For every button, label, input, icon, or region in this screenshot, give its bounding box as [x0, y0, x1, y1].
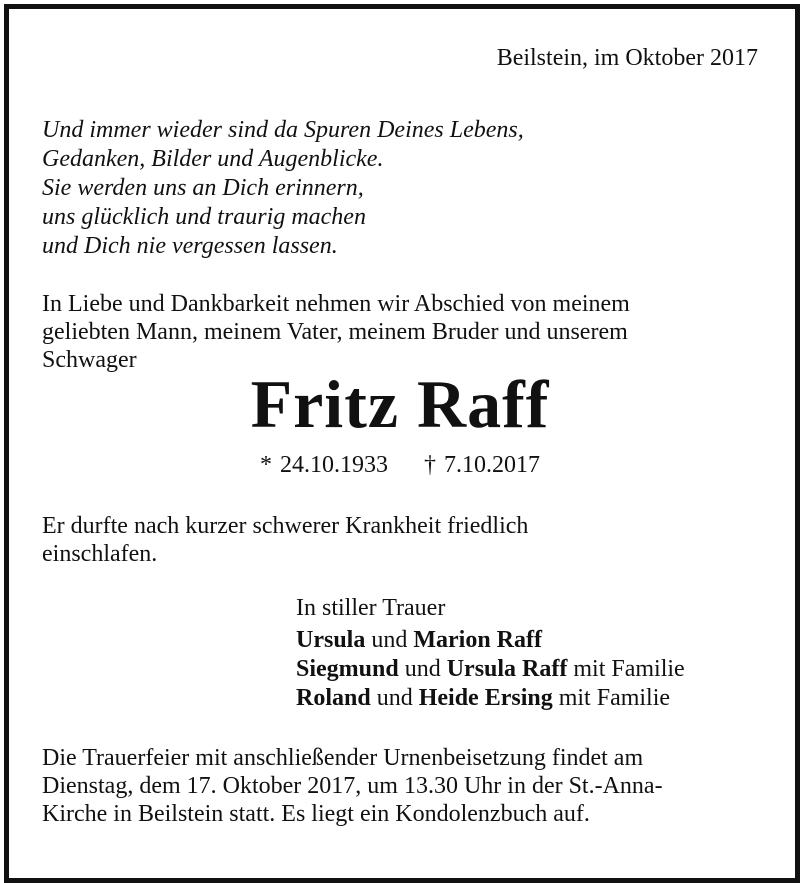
- life-dates: [0, 451, 800, 479]
- place-date: Beilstein, im Oktober 2017: [496, 45, 758, 71]
- funeral-info: [42, 744, 663, 828]
- intro-text: [42, 290, 762, 374]
- poem-line: Gedanken, Bilder und Augenblicke.: [42, 146, 384, 172]
- birth-date: * 24.10.1933: [260, 452, 388, 478]
- cross-icon: †: [424, 452, 436, 478]
- mourner-name: Ursula: [296, 627, 366, 653]
- poem-line: Und immer wieder sind da Spuren Deines Lebens,: [42, 117, 524, 143]
- mourner-suffix: mit Familie: [567, 656, 685, 682]
- mourner-name: Ursula Raff: [446, 656, 568, 682]
- funeral-line: Die Trauerfeier mit anschließender Urnenbeisetzung findet am: [42, 745, 644, 771]
- death-date: 7.10.2017: [444, 452, 540, 478]
- mourner-row: [296, 655, 685, 684]
- mourner-name: Heide Ersing: [418, 685, 553, 711]
- passing-line: Er durfte nach kurzer schwerer Krankheit friedlich: [42, 513, 529, 539]
- mourner-name: Marion Raff: [413, 627, 542, 653]
- mourner-suffix: mit Familie: [552, 685, 671, 711]
- poem-line: Sie werden uns an Dich erinnern,: [42, 175, 364, 201]
- funeral-line: Dienstag, dem 17. Oktober 2017, um 13.30 Uhr in der St.-Anna-: [42, 773, 663, 799]
- mourners-block: [296, 594, 685, 713]
- mourner-row: [296, 684, 685, 713]
- poem-line: und Dich nie vergessen lassen.: [42, 233, 338, 259]
- poem: [42, 116, 524, 261]
- mourner-conjunction: und: [365, 627, 414, 653]
- poem-line: uns glücklich und traurig machen: [42, 204, 366, 230]
- deceased-name: Fritz Raff: [250, 366, 550, 442]
- mourners-heading: In stiller Trauer: [296, 595, 446, 621]
- mourner-conjunction: und: [370, 685, 419, 711]
- intro-line: geliebten Mann, meinem Vater, meinem Bruder und unserem: [42, 319, 628, 345]
- funeral-line: Kirche in Beilstein statt. Es liegt ein Kondolenzbuch auf.: [42, 801, 590, 827]
- passing-text: [42, 512, 528, 568]
- mourner-name: Roland: [296, 685, 371, 711]
- mourner-conjunction: und: [398, 656, 447, 682]
- intro-line: Schwager: [42, 347, 137, 373]
- intro-line: In Liebe und Dankbarkeit nehmen wir Abschied von meinem: [42, 291, 630, 317]
- mourner-row: [296, 626, 685, 655]
- passing-line: einschlafen.: [42, 541, 158, 567]
- mourner-name: Siegmund: [296, 656, 399, 682]
